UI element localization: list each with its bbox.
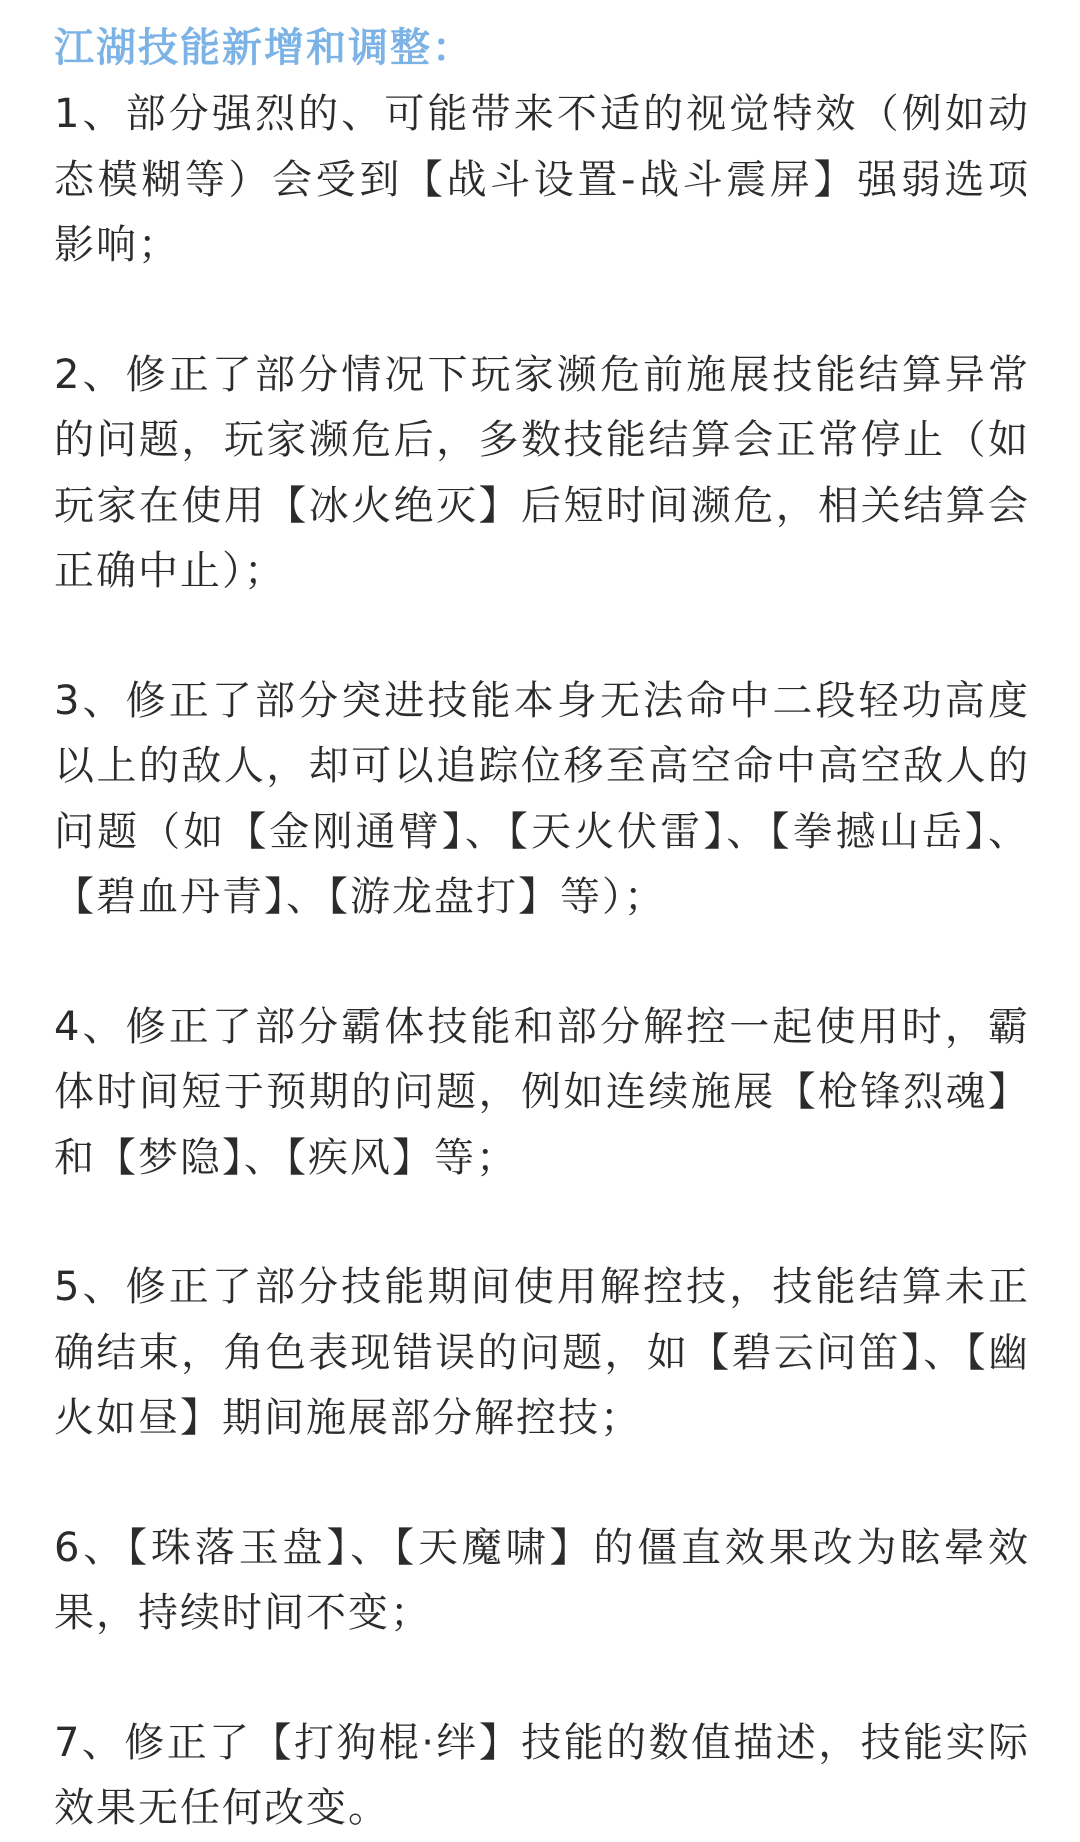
- note-item-6: 6、【珠落玉盘】、【天魔啸】的僵直效果改为眩晕效果，持续时间不变；: [54, 1524, 1030, 1636]
- note-item-7: 7、修正了【打狗棍·绊】技能的数值描述，技能实际效果无任何改变。: [54, 1719, 1030, 1831]
- section-heading: 江湖技能新增和调整：: [54, 25, 474, 71]
- note-item-5: 5、修正了部分技能期间使用解控技，技能结算未正确结束，角色表现错误的问题，如【碧云问笛】、【幽火如昼】期间施展部分解控技；: [54, 1264, 1030, 1441]
- note-item-2: 2、修正了部分情况下玩家濒危前施展技能结算异常的问题，玩家濒危后，多数技能结算会正常停止（如玩家在使用【冰火绝灭】后短时间濒危，相关结算会正确中止）；: [54, 351, 1030, 594]
- note-item-4: 4、修正了部分霸体技能和部分解控一起使用时，霸体时间短于预期的问题，例如连续施展【枪锋烈魂】和【梦隐】、【疾风】等；: [54, 1003, 1030, 1181]
- note-item-3: 3、修正了部分突进技能本身无法命中二段轻功高度以上的敌人，却可以追踪位移至高空命中高空敌人的问题（如【金刚通臂】、【天火伏雷】、【拳撼山岳】、【碧血丹青】、【游龙盘打】等）；: [54, 677, 1030, 920]
- note-item-1: 1、部分强烈的、可能带来不适的视觉特效（例如动态模糊等）会受到【战斗设置-战斗震屏】强弱选项影响；: [54, 91, 1030, 268]
